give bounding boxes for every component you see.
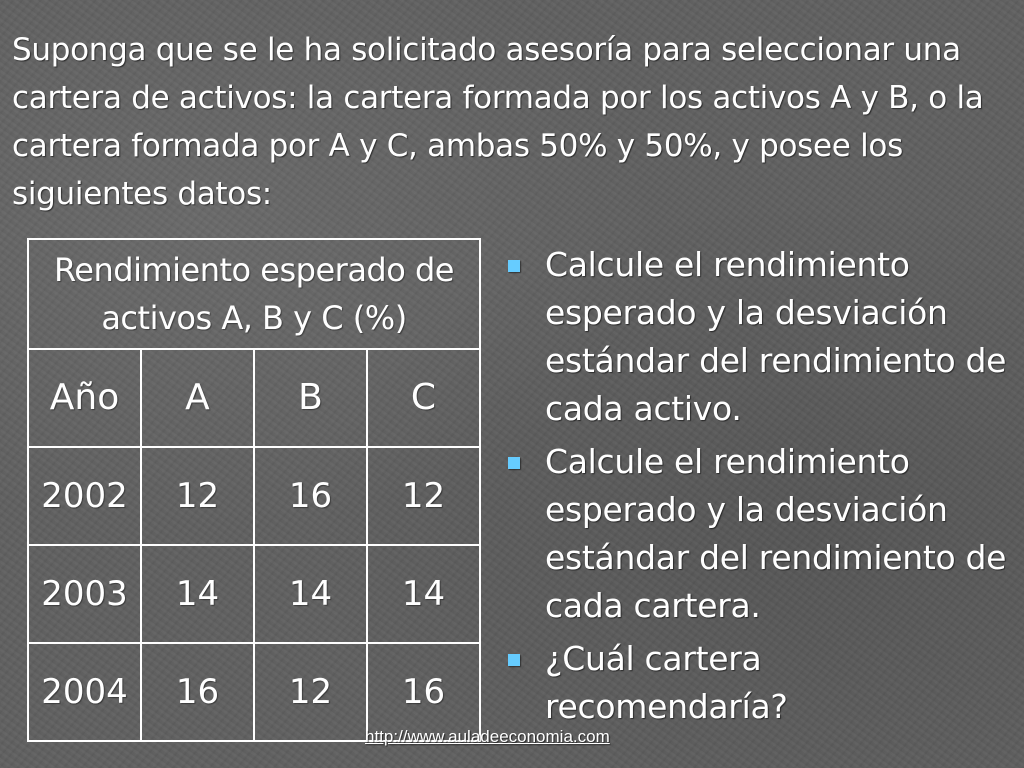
table-cell-a: 12 [141, 447, 254, 545]
table-header-row [28, 349, 480, 447]
list-item [508, 438, 1008, 630]
table-cell-c: 12 [367, 447, 480, 545]
table-cell-a: 16 [141, 643, 254, 741]
returns-table [27, 238, 481, 742]
table-title-row [28, 239, 480, 349]
table-cell-c: 14 [367, 545, 480, 643]
table-cell-year: 2002 [28, 447, 141, 545]
table-cell-c: 16 [367, 643, 480, 741]
question-text: ¿Cuál cartera recomendaría? [545, 639, 788, 726]
table-cell-b: 12 [254, 643, 367, 741]
list-item [508, 635, 1008, 731]
table-cell-b: 14 [254, 545, 367, 643]
list-item [508, 241, 1008, 433]
column-header-b: B [254, 349, 367, 447]
table-cell-b: 16 [254, 447, 367, 545]
column-header-year: Año [28, 349, 141, 447]
question-text: Calcule el rendimiento esperado y la desviación estándar del rendimiento de cada cartera. [545, 442, 1007, 625]
table-title: Rendimiento esperado de activos A, B y C (%) [28, 239, 480, 349]
square-bullet-icon [508, 260, 520, 272]
question-list [508, 241, 1008, 736]
table-row [28, 545, 480, 643]
column-header-c: C [367, 349, 480, 447]
table-cell-year: 2004 [28, 643, 141, 741]
column-header-a: A [141, 349, 254, 447]
table-row [28, 447, 480, 545]
intro-paragraph: Suponga que se le ha solicitado asesoría para seleccionar una cartera de activos: la cartera formada por los activos A y B, o la cartera formada por A y C, ambas 50% y 50%, y posee los siguientes datos: [12, 32, 984, 212]
table-cell-year: 2003 [28, 545, 141, 643]
source-url-link[interactable]: http://www.auladeeconomia.com [365, 727, 610, 746]
square-bullet-icon [508, 457, 520, 469]
table-cell-a: 14 [141, 545, 254, 643]
question-text: Calcule el rendimiento esperado y la desviación estándar del rendimiento de cada activo. [545, 245, 1007, 428]
square-bullet-icon [508, 654, 520, 666]
